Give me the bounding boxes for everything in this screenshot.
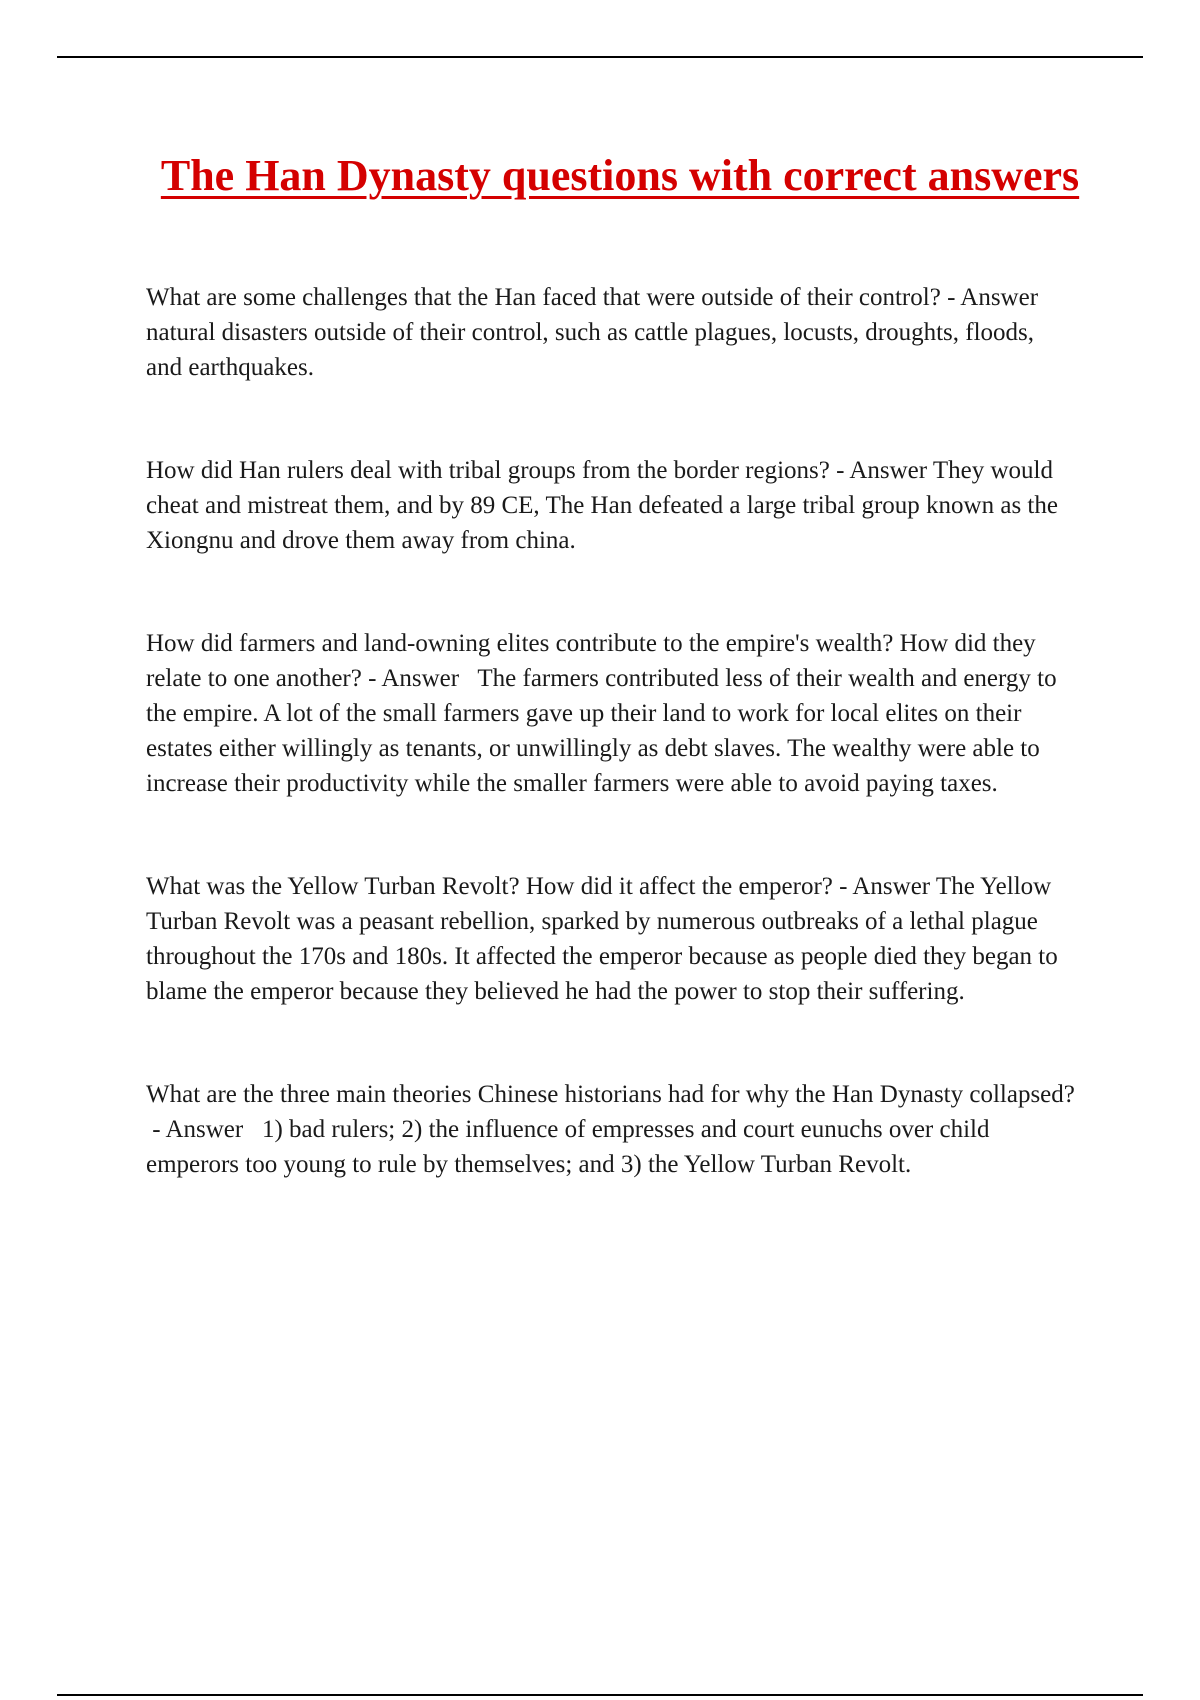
qa-list [146, 280, 1076, 1250]
answer-separator: - [361, 665, 382, 692]
answer-label: Answer [852, 873, 931, 900]
question-text: What are the three main theories Chinese historians had for why the Han Dynasty collapsed? [146, 1081, 1075, 1108]
answer-label: Answer [381, 665, 460, 692]
bottom-rule [57, 1694, 1143, 1696]
document-title: The Han Dynasty questions with correct answers [160, 151, 1080, 200]
qa-item [146, 626, 1076, 801]
answer-text: natural disasters outside of their control, such as cattle plagues, locusts, droughts, floods, and earthquakes. [146, 284, 1057, 381]
answer-separator: - [832, 873, 853, 900]
question-text: What was the Yellow Turban Revolt? How did it affect the emperor? [146, 873, 833, 900]
answer-separator: - [940, 284, 961, 311]
answer-text: 1) bad rulers; 2) the influence of empresses and court eunuchs over child emperors too young to rule by themselves; and 3) the Yellow Turban Revolt. [146, 1116, 996, 1178]
answer-separator: - [146, 1116, 166, 1143]
top-rule [57, 56, 1143, 58]
qa-item [146, 280, 1076, 385]
answer-label: Answer [960, 284, 1039, 311]
answer-label: Answer [165, 1116, 244, 1143]
answer-text: The farmers contributed less of their wealth and energy to the empire. A lot of the small farmers gave up their land to work for local elites on their estates either willingly as tenants, or unwillingly as debt slaves. The wealthy were able to increase their productivity while the smaller farmers were able to avoid paying taxes. [146, 665, 1063, 797]
qa-item [146, 869, 1076, 1009]
question-text: How did Han rulers deal with tribal groups from the border regions? [146, 457, 830, 484]
answer-separator: - [829, 457, 850, 484]
answer-text: The Yellow Turban Revolt was a peasant rebellion, sparked by numerous outbreaks of a lethal plague throughout the 170s and 180s. It affected the emperor because as people died they began to blame the emperor because they believed he had the power to stop their suffering. [146, 873, 1064, 1005]
question-text: What are some challenges that the Han faced that were outside of their control? [146, 284, 941, 311]
qa-item [146, 1077, 1076, 1182]
qa-item [146, 453, 1076, 558]
answer-label: Answer [849, 457, 928, 484]
question-text: How did farmers and land-owning elites contribute to the empire's wealth? How did they relate to one another? [146, 630, 1036, 692]
answer-text: They would cheat and mistreat them, and by 89 CE, The Han defeated a large tribal group known as the Xiongnu and drove them away from china. [146, 457, 1065, 554]
